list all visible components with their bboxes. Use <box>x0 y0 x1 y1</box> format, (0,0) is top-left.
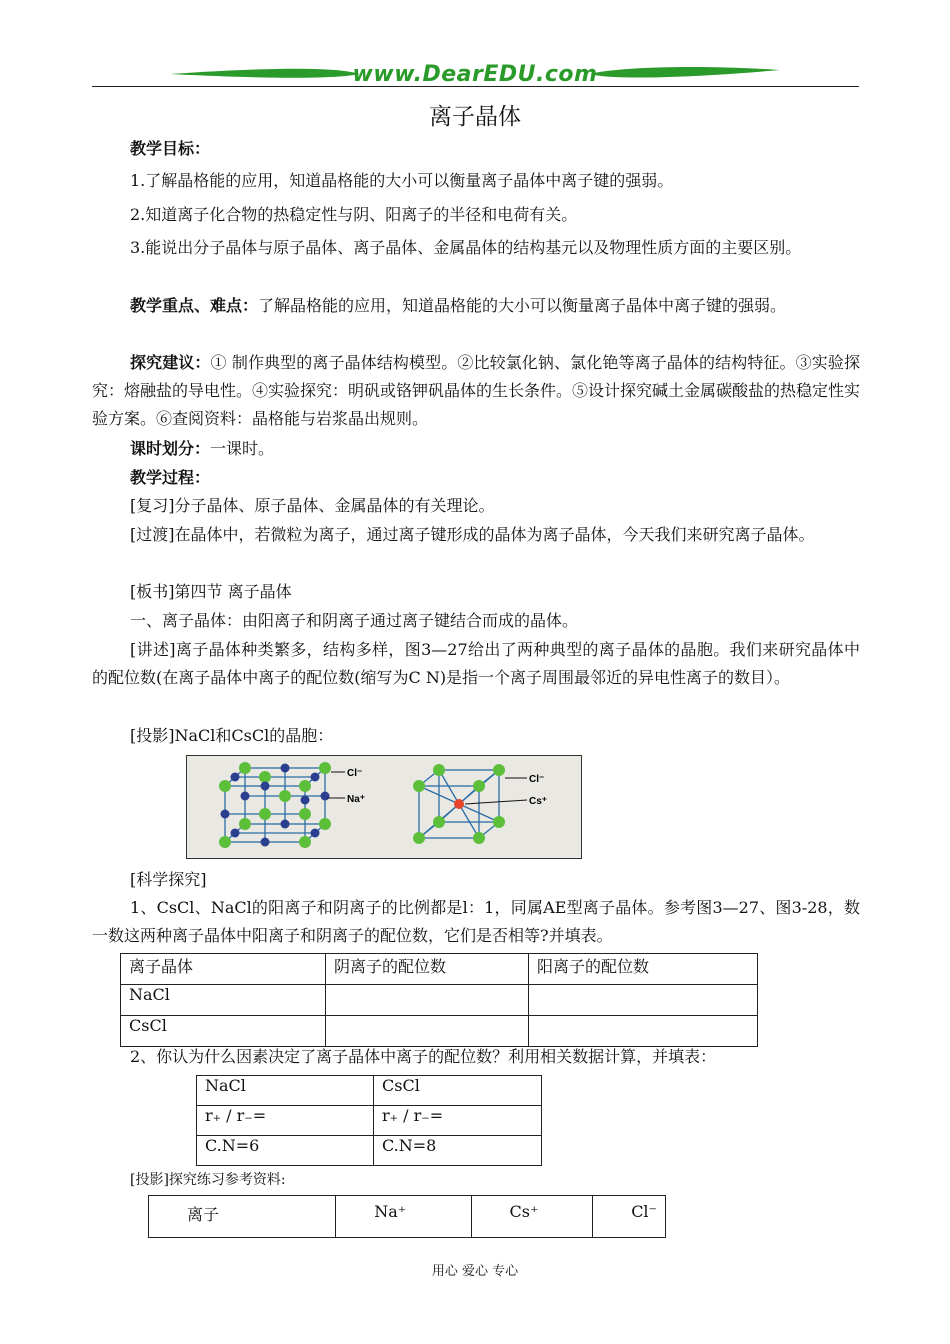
table-row <box>197 1076 542 1106</box>
table1-header: 离子晶体 <box>121 954 326 985</box>
radius-ratio-table <box>196 1075 542 1166</box>
objective-2: 2.知道离子化合物的热稳定性与阴、阳离子的半径和电荷有关。 <box>130 205 578 224</box>
inquiry-question-2: 2、你认为什么因素决定了离子晶体中离子的配位数？利用相关数据计算，并填表： <box>130 1047 717 1066</box>
table2-cell: C.N=6 <box>197 1136 374 1166</box>
table1-header: 阳离子的配位数 <box>529 954 758 985</box>
time-label: 课时划分： <box>130 439 211 458</box>
table2-cell: C.N=8 <box>374 1136 542 1166</box>
objective-1: 1.了解晶格能的应用，知道晶格能的大小可以衡量离子晶体中离子键的强弱。 <box>130 171 674 190</box>
process-board: [板书]第四节 离子晶体 <box>130 582 292 601</box>
nacl-sodium-ions <box>221 764 330 847</box>
table1-cell[interactable] <box>529 1016 758 1047</box>
table3-cell: Cs⁺ <box>471 1196 593 1238</box>
table3-cell: Na⁺ <box>336 1196 471 1238</box>
table-row <box>197 1106 542 1136</box>
process-review: [复习]分子晶体、原子晶体、金属晶体的有关理论。 <box>130 496 495 515</box>
nacl-cl-label: Cl⁻ <box>347 768 363 779</box>
cscl-cesium-ion <box>454 799 464 809</box>
process-projection: [投影]NaCl和CsCl的晶胞： <box>130 726 334 745</box>
table2-cell: CsCl <box>374 1076 542 1106</box>
time-division <box>92 435 860 463</box>
nacl-cell-lines <box>225 768 325 842</box>
table-row <box>121 1016 758 1047</box>
suggestions-text: ① 制作典型的离子晶体结构模型。②比较氯化钠、氯化铯等离子晶体的结构特征。③实验探究：熔融盐的导电性。④实验探究：明矾或铬钾矾晶体的生长条件。⑤设计探究碱土金属碳酸盐的热稳定性实验方案。⑥查阅资料：晶格能与岩浆晶出规则。 <box>92 353 861 428</box>
inquiry-heading: [科学探究] <box>130 870 207 889</box>
page-title: 离子晶体 <box>429 104 521 130</box>
inquiry-question-1: 1、CsCl、NaCl的阳离子和阴离子的比例都是l：1，同属AE型离子晶体。参考图3—27、图3-28，数一数这两种离子晶体中阳离子和阴离子的配位数，它们是否相等?并填表。 <box>92 898 860 945</box>
page-footer: 用心 爱心 专心 <box>431 1264 519 1279</box>
table2-cell: r₊ / r₋= <box>374 1106 542 1136</box>
table-row <box>197 1136 542 1166</box>
table1-header: 阴离子的配位数 <box>326 954 529 985</box>
objectives-heading: 教学目标： <box>130 139 211 158</box>
nacl-na-label: Na⁺ <box>347 794 366 805</box>
table1-cell: NaCl <box>121 985 326 1016</box>
coordination-table <box>120 953 758 1047</box>
cscl-cl-label: Cl⁻ <box>529 774 545 785</box>
table3-cell: 离子 <box>149 1196 336 1238</box>
key-points-label: 教学重点、难点： <box>130 296 259 315</box>
table-row <box>121 985 758 1016</box>
time-text: 一课时。 <box>210 439 275 458</box>
key-points <box>92 292 860 320</box>
process-transition: [过渡]在晶体中，若微粒为离子，通过离子键形成的晶体为离子晶体，今天我们来研究离子晶体。 <box>130 525 815 544</box>
cscl-cs-pointer <box>465 800 527 804</box>
process-heading: 教学过程： <box>130 468 211 487</box>
table1-cell[interactable] <box>326 985 529 1016</box>
cscl-cs-label: Cs⁺ <box>529 796 548 807</box>
suggestions <box>92 349 860 433</box>
header-logo-text[interactable]: www.DearEDU.com <box>352 62 598 87</box>
suggestions-label: 探究建议： <box>130 353 211 372</box>
table1-cell[interactable] <box>326 1016 529 1047</box>
key-points-text: 了解晶格能的应用，知道晶格能的大小可以衡量离子晶体中离子键的强弱。 <box>258 296 787 315</box>
objective-3: 3.能说出分子晶体与原子晶体、离子晶体、金属晶体的结构基元以及物理性质方面的主要区别。 <box>130 238 802 257</box>
table1-cell[interactable] <box>529 985 758 1016</box>
table2-cell: r₊ / r₋= <box>197 1106 374 1136</box>
table3-cell: Cl⁻ <box>593 1196 666 1238</box>
crystal-cell-figure <box>186 755 582 859</box>
process-definition: 一、离子晶体：由阳离子和阴离子通过离子键结合而成的晶体。 <box>130 611 579 630</box>
table-row <box>149 1196 666 1238</box>
reference-heading: [投影]探究练习参考资料: <box>130 1172 286 1188</box>
process-lecture: [讲述]离子晶体种类繁多，结构多样，图3—27给出了两种典型的离子晶体的晶胞。我们来研究晶体中的配位数(在离子晶体中离子的配位数(缩写为C N)是指一个离子周围最邻近的异电性离子的数目）。 <box>92 640 860 687</box>
table2-cell: NaCl <box>197 1076 374 1106</box>
table1-cell: CsCl <box>121 1016 326 1047</box>
crystal-cell-diagram <box>187 756 581 858</box>
header-rule <box>92 86 859 87</box>
ion-radius-table <box>148 1195 666 1238</box>
